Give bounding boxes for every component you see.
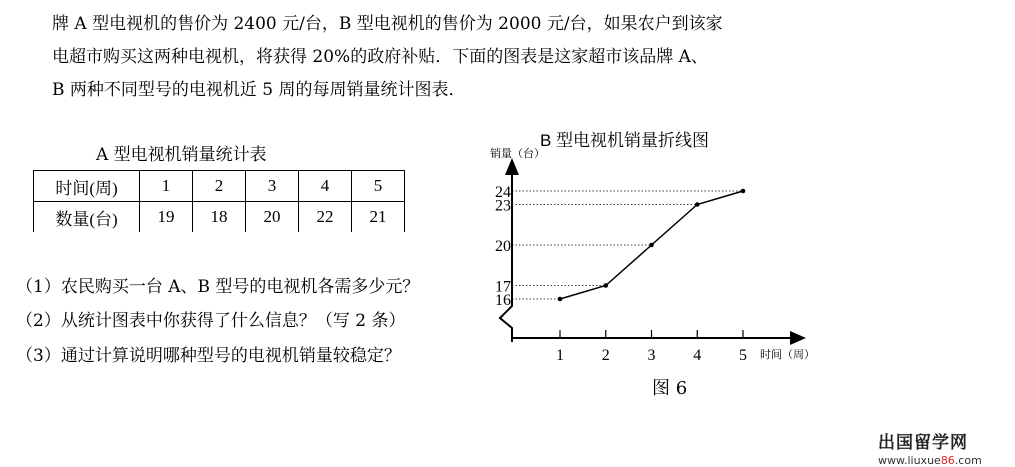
table-cell-count: 19 bbox=[140, 202, 193, 233]
y-tick-label: 24 bbox=[495, 184, 511, 201]
y-tick-labels bbox=[495, 184, 511, 309]
table-cell-week: 5 bbox=[352, 171, 405, 202]
table-cell-count: 20 bbox=[246, 202, 299, 233]
x-tick-label: 3 bbox=[647, 347, 656, 364]
y-tick-label: 16 bbox=[495, 292, 511, 309]
table-cell-count: 22 bbox=[299, 202, 352, 233]
table-header-time: 时间(周) bbox=[34, 171, 140, 202]
data-point bbox=[695, 202, 700, 207]
table-cell-week: 1 bbox=[140, 171, 193, 202]
x-ticks bbox=[556, 330, 747, 364]
paragraph-line-3: B 两种不同型号的电视机近 5 周的每周销量统计图表． bbox=[52, 80, 466, 100]
question-1: （1）农民购买一台 A、B 型号的电视机各需多少元？ bbox=[16, 277, 420, 297]
problem-paragraph bbox=[52, 8, 872, 107]
y-tick-label: 20 bbox=[495, 238, 511, 255]
y-axis-label: 销量（台） bbox=[490, 147, 545, 160]
question-2: （2）从统计图表中你获得了什么信息？（写 2 条） bbox=[16, 311, 406, 331]
question-3: （3）通过计算说明哪种型号的电视机销量较稳定？ bbox=[16, 346, 401, 366]
x-tick-label: 2 bbox=[601, 347, 610, 364]
table-cell-week: 3 bbox=[246, 171, 299, 202]
y-axis-arrow bbox=[505, 158, 519, 175]
figure-caption: 图 6 bbox=[652, 378, 688, 399]
y-tick-label: 23 bbox=[495, 197, 511, 215]
table-row bbox=[34, 202, 405, 233]
b-sales-line-chart bbox=[470, 130, 815, 375]
table-header-count: 数量(台) bbox=[34, 202, 140, 233]
data-point bbox=[558, 297, 563, 302]
x-tick-label: 5 bbox=[739, 347, 747, 364]
x-axis-arrow bbox=[790, 331, 806, 345]
table-cell-week: 4 bbox=[299, 171, 352, 202]
table-a-title: A 型电视机销量统计表 bbox=[96, 145, 267, 165]
guide-lines bbox=[512, 191, 743, 299]
data-point bbox=[649, 243, 654, 248]
watermark-logo bbox=[878, 428, 982, 467]
table-a bbox=[33, 170, 405, 232]
x-axis-label: 时间（周） bbox=[760, 348, 815, 361]
table-cell-count: 21 bbox=[352, 202, 405, 233]
table-cell-week: 2 bbox=[193, 171, 246, 202]
table-cell-count: 18 bbox=[193, 202, 246, 233]
data-point bbox=[741, 189, 746, 194]
chart-title: B 型电视机销量折线图 bbox=[540, 131, 710, 150]
watermark-url: www.liuxue86.com bbox=[878, 454, 982, 467]
table-row bbox=[34, 171, 405, 202]
x-tick-label: 1 bbox=[556, 347, 564, 364]
y-tick-label: 17 bbox=[495, 278, 511, 296]
paragraph-line-2: 电超市购买这两种电视机，将获得 20%的政府补贴．下面的图表是这家超市该品牌 A、 bbox=[52, 47, 708, 67]
paragraph-line-1: 牌 A 型电视机的售价为 2400 元/台，B 型电视机的售价为 2000 元/台，如果农户到该家 bbox=[52, 14, 723, 34]
data-point bbox=[603, 283, 608, 288]
x-tick-label: 4 bbox=[693, 347, 702, 364]
watermark-name: 出国留学网 bbox=[878, 433, 968, 453]
